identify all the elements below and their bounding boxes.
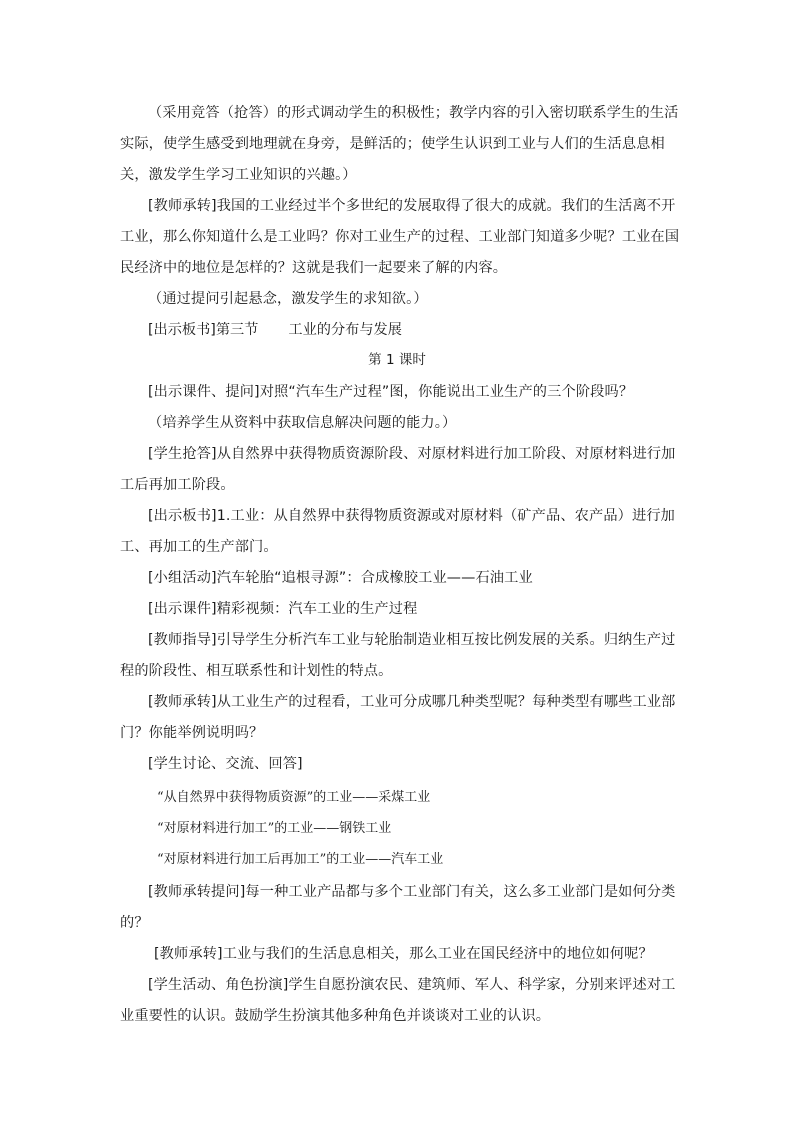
paragraph-student-answer: [学生抢答]从自然界中获得物质资源阶段、对原材料进行加工阶段、对原材料进行加工后再加工阶段。: [120, 446, 676, 493]
paragraph-courseware-video: [出示课件]精彩视频：汽车工业的生产过程: [148, 601, 418, 617]
board-heading: [148, 320, 402, 340]
paragraph-role-play: [学生活动、角色扮演]学生自愿扮演农民、建筑师、军人、科学家，分别来评述对工业重要性的认识。鼓励学生扮演其他多种角色并谈谈对工业的认识。: [120, 977, 676, 1024]
board-heading-section: [出示板书]第三节: [148, 322, 259, 338]
paragraph-intro-note: （采用竞答（抢答）的形式调动学生的积极性；教学内容的引入密切联系学生的生活实际，使学生感受到地理就在身旁，是鲜活的；使学生认识到工业与人们的生活息息相关，激发学生学习工业知识的兴趣。）: [120, 105, 679, 183]
paragraph-suspense-note: （通过提问引起悬念，激发学生的求知欲。）: [148, 291, 428, 307]
paragraph-student-discussion: [学生讨论、交流、回答]: [148, 756, 303, 772]
example-auto-industry: “对原材料进行加工后再加工”的工业——汽车工业: [157, 852, 444, 867]
example-mining-industry: “从自然界中获得物质资源”的工业——采煤工业: [157, 790, 431, 805]
paragraph-group-activity: [小组活动]汽车轮胎“追根寻源”：合成橡胶工业——石油工业: [148, 570, 533, 586]
paragraph-teacher-guidance: [教师指导]引导学生分析汽车工业与轮胎制造业相互按比例发展的关系。归纳生产过程的阶段性、相互联系性和计划性的特点。: [120, 632, 676, 679]
paragraph-industry-types-question: [教师承转]从工业生产的过程看，工业可分成哪几种类型呢？每种类型有哪些工业部门？你能举例说明吗？: [120, 694, 676, 741]
paragraph-classification-question: [教师承转提问]每一种工业产品都与多个工业部门有关，这么多工业部门是如何分类的？: [120, 884, 676, 931]
paragraph-board-definition: [出示板书]1.工业：从自然界中获得物质资源或对原材料（矿产品、农产品）进行加工、再加工的生产部门。: [120, 508, 676, 555]
board-heading-title: 工业的分布与发展: [288, 322, 402, 338]
paragraph-ability-note: （培养学生从资料中获取信息解决问题的能力。）: [148, 415, 457, 431]
paragraph-teacher-transition: [教师承转]我国的工业经过半个多世纪的发展取得了很大的成就。我们的生活离不开工业，那么你知道什么是工业吗？你对工业生产的过程、工业部门知道多少呢？工业在国民经济中的地位是怎样的？这就是我们一起要来了解的内容。: [120, 198, 680, 276]
example-steel-industry: “对原材料进行加工”的工业——钢铁工业: [157, 821, 392, 836]
paragraph-courseware-question: [出示课件、提问]对照“汽车生产过程”图，你能说出工业生产的三个阶段吗？: [148, 384, 634, 400]
paragraph-economy-position: [教师承转]工业与我们的生活息息相关，那么工业在国民经济中的地位如何呢？: [154, 946, 653, 962]
lesson-number: 第 1 课时: [368, 352, 426, 368]
